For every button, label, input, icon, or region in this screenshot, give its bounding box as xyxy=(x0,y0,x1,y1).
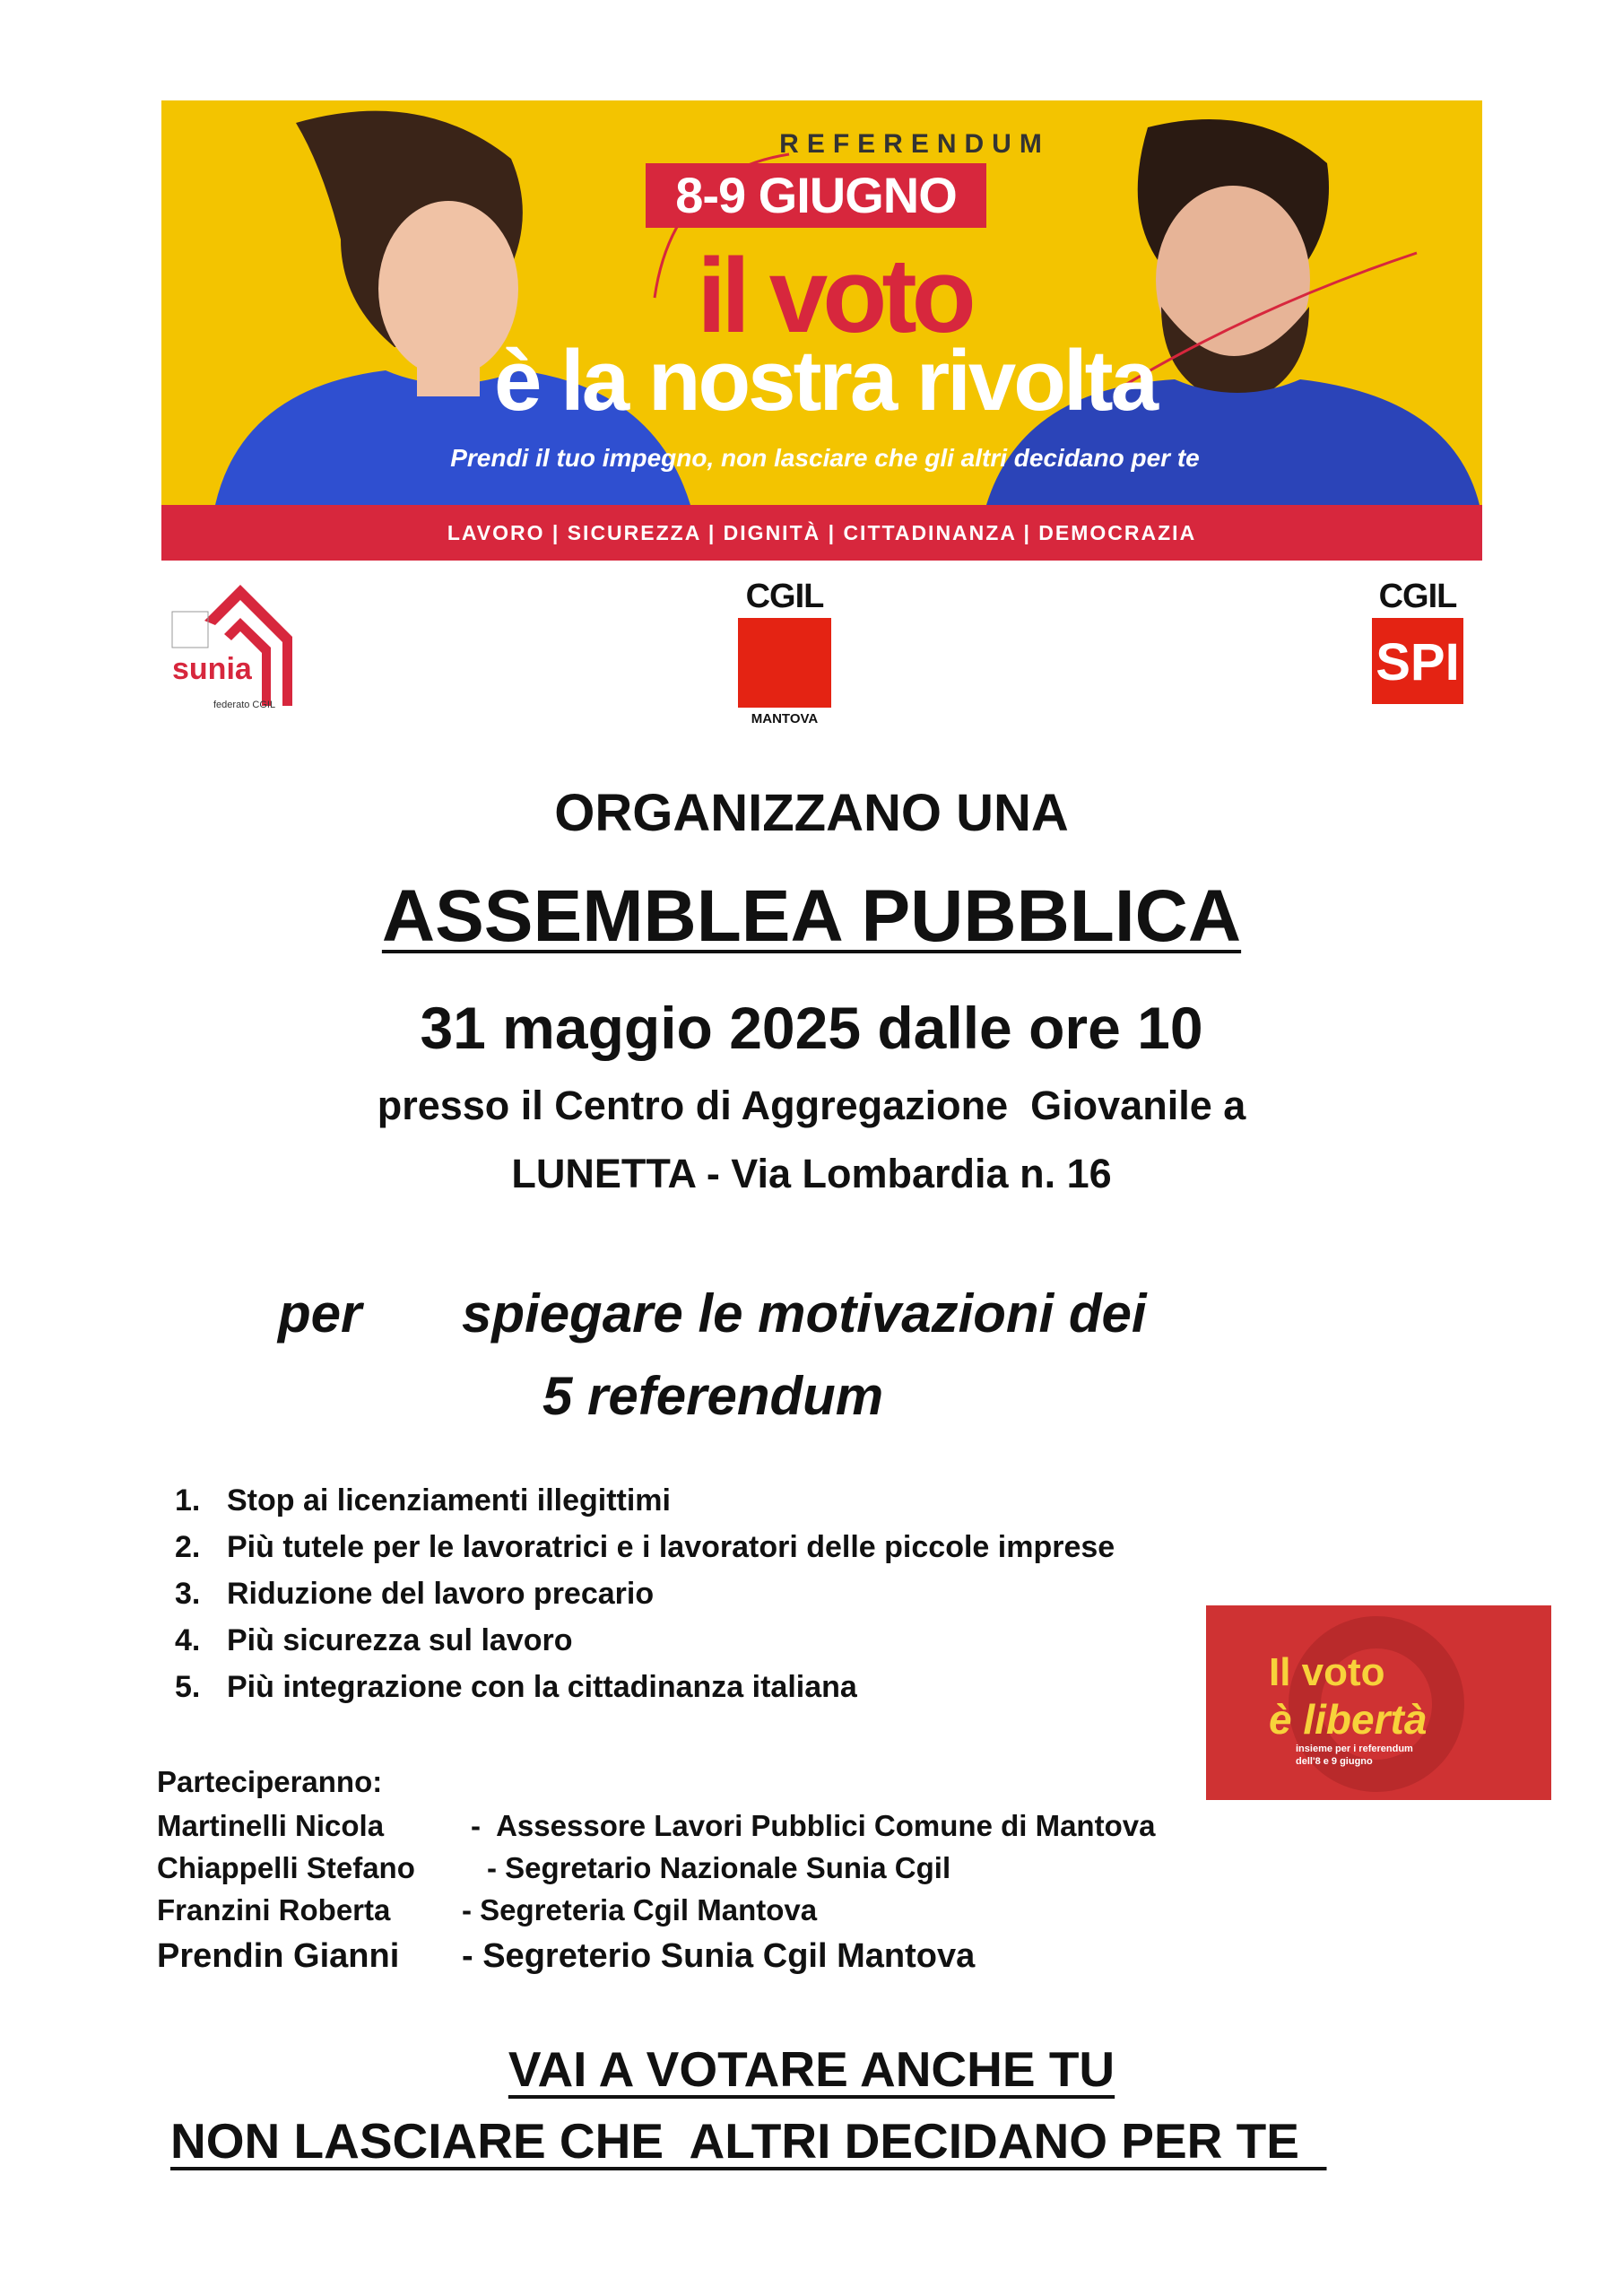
participant-row xyxy=(157,1893,818,1927)
sunia-logo xyxy=(170,585,292,719)
sunia-sub: federato CGIL xyxy=(213,700,276,710)
cgil-spi-word: CGIL xyxy=(1378,578,1457,615)
list-item xyxy=(175,1529,1115,1576)
cta-line-2 xyxy=(170,2112,1327,2170)
participant-name: Chiappelli Stefano xyxy=(157,1851,415,1884)
participant-row xyxy=(157,1937,976,1976)
assemblea-title xyxy=(0,874,1623,959)
participants-title: Parteciperanno: xyxy=(157,1765,383,1798)
participant-row xyxy=(157,1809,1156,1843)
card-line-2: dell'8 e 9 giugno xyxy=(1296,1756,1373,1767)
participant-name: Prendin Gianni xyxy=(157,1937,400,1975)
referendum-list xyxy=(175,1483,1115,1716)
banner-strip xyxy=(161,505,1482,561)
banner-slogan: Prendi il tuo impegno, non lasciare che gli altri decidano per te xyxy=(450,444,1200,472)
participant-role: - Assessore Lavori Pubblici Comune di Mantova xyxy=(471,1809,1156,1842)
list-item xyxy=(175,1576,1115,1622)
cgil-mantova-logo xyxy=(735,578,834,729)
cgil-mid-sub: MANTOVA xyxy=(751,711,819,726)
banner-strip-text: LAVORO | SICUREZZA | DIGNITÀ | CITTADINANZA | DEMOCRAZIA xyxy=(447,520,1197,544)
cgil-red-square xyxy=(738,618,831,708)
cta-line-1 xyxy=(0,2040,1623,2098)
list-item xyxy=(175,1622,1115,1669)
participant-name: Martinelli Nicola xyxy=(157,1809,385,1842)
participant-role: - Segreteria Cgil Mantova xyxy=(462,1893,818,1926)
list-item-number: 2. xyxy=(175,1530,201,1564)
assemblea-title-text: ASSEMBLEA PUBBLICA xyxy=(381,875,1242,957)
list-item-text: Stop ai licenziamenti illegittimi xyxy=(227,1483,671,1518)
card-title: Il voto xyxy=(1269,1650,1385,1694)
list-item-number: 1. xyxy=(175,1483,201,1518)
voto-liberta-card xyxy=(1206,1605,1551,1800)
organizzano-heading: ORGANIZZANO UNA xyxy=(554,784,1069,842)
card-subtitle: è libertà xyxy=(1269,1696,1428,1743)
banner-headline-1: il voto xyxy=(697,237,971,355)
participant-name: Franzini Roberta xyxy=(157,1893,391,1926)
cgil-mid-word: CGIL xyxy=(745,578,824,615)
cgil-spi-logo xyxy=(1372,578,1463,709)
participant-row xyxy=(157,1851,951,1885)
list-item-text: Più sicurezza sul lavoro xyxy=(227,1623,573,1657)
participant-role: - Segretario Nazionale Sunia Cgil xyxy=(487,1851,951,1884)
spi-text: SPI xyxy=(1376,633,1460,691)
list-item-text: Più tutele per le lavoratrici e i lavoratori delle piccole imprese xyxy=(227,1530,1115,1564)
event-place-2: LUNETTA - Via Lombardia n. 16 xyxy=(511,1151,1112,1196)
card-line-1: insieme per i referendum xyxy=(1296,1744,1413,1754)
purpose-line2: 5 referendum xyxy=(542,1366,884,1426)
list-item xyxy=(175,1669,1115,1716)
participant-role: - Segreterio Sunia Cgil Mantova xyxy=(462,1937,976,1975)
date-badge: 8-9 GIUGNO xyxy=(646,163,986,228)
event-date-time: 31 maggio 2025 dalle ore 10 xyxy=(420,995,1203,1061)
cta-line-1-text: VAI A VOTARE ANCHE TU xyxy=(508,2041,1115,2097)
spi-red-box xyxy=(1372,618,1463,704)
list-item-text: Più integrazione con la cittadinanza italiana xyxy=(227,1670,857,1704)
purpose-per: per xyxy=(278,1283,362,1344)
list-item-text: Riduzione del lavoro precario xyxy=(227,1577,655,1611)
sunia-name: sunia xyxy=(172,652,252,686)
list-item-number: 3. xyxy=(175,1577,201,1611)
event-place-1: presso il Centro di Aggregazione Giovanile a xyxy=(377,1083,1246,1128)
list-item-number: 5. xyxy=(175,1670,201,1704)
list-item-number: 4. xyxy=(175,1623,201,1657)
cta-line-2-text: NON LASCIARE CHE ALTRI DECIDANO PER TE xyxy=(170,2113,1327,2169)
list-item xyxy=(175,1483,1115,1529)
referendum-label: REFERENDUM xyxy=(779,129,1050,159)
banner-headline-2: è la nostra rivolta xyxy=(494,333,1156,429)
purpose-rest: spiegare le motivazioni dei xyxy=(462,1283,1147,1344)
referendum-banner xyxy=(161,100,1482,561)
